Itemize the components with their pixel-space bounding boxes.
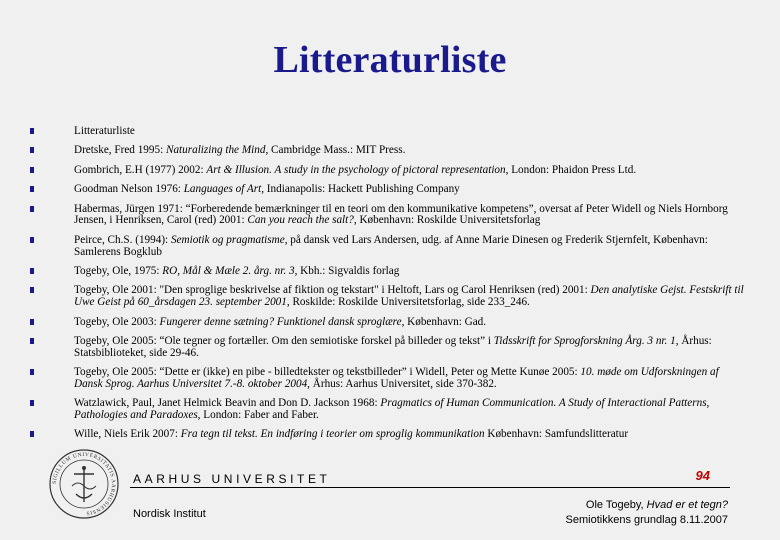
reference-title: RO, Mål & Mæle 2. årg. nr. 3 [162, 264, 295, 277]
reference-title: Den analytiske Gejst. Festskrift til Uwe Geist på 60_årsdagen 23. september 2001 [74, 284, 744, 309]
reference-text: Litteraturliste [74, 125, 135, 137]
reference-text: Gombrich, E.H (1977) 2002: [74, 163, 207, 176]
reference-title: Semiotik og pragmatisme [170, 233, 285, 246]
reference-text: , Cambridge Mass.: MIT Press. [265, 144, 406, 157]
reference-item [30, 285, 745, 309]
reference-title: Fra tegn til tekst. En indføring i teorier om sproglig kommunikation [180, 428, 485, 441]
footer-divider [130, 487, 730, 488]
reference-text: , København: Roskilde Universitetsforlag [353, 214, 541, 227]
reference-text: København: Samfundslitteratur [484, 428, 629, 441]
reference-text: , London: Phaidon Press Ltd. [505, 163, 637, 176]
page-number: 94 [695, 468, 710, 483]
svg-text:SIGILLUM UNIVERSITATIS AARHUSI: SIGILLUM UNIVERSITATIS AARHUSIENSIS [51, 451, 117, 516]
reference-text: , Århus: Aarhus Universitet, side 370-382. [307, 377, 497, 390]
bullet-icon [30, 431, 36, 438]
reference-title: Languages of Art [183, 183, 262, 196]
reference-item [30, 145, 745, 157]
reference-item [30, 235, 745, 259]
bullet-icon [30, 287, 36, 294]
reference-item [30, 165, 745, 177]
reference-item [30, 336, 745, 360]
reference-text: Peirce, Ch.S. (1994): [74, 233, 171, 246]
reference-text: Togeby, Ole 2001: "Den sproglige beskrivelse af fiktion og tekstart" i Heltoft, Lars og Carol Henriksen (red) 2001: [74, 284, 591, 297]
reference-text: , på dansk ved Lars Andersen, udg. af Anne Marie Dinesen og Frederik Stjernfelt, København: Samlerens Bogklub [74, 233, 708, 258]
university-seal-logo [48, 448, 120, 520]
bullet-icon [30, 206, 36, 213]
reference-text: Dretske, Fred 1995: [74, 144, 166, 157]
reference-item [30, 184, 745, 196]
bullet-icon [30, 400, 36, 407]
reference-item [30, 126, 745, 138]
reference-title: Naturalizing the Mind [165, 144, 266, 157]
reference-text: , London: Faber and Faber. [197, 409, 319, 422]
bullet-icon [30, 319, 36, 326]
author-name: Ole Togeby, [585, 499, 647, 511]
bullet-icon [30, 128, 36, 135]
author-line [468, 498, 728, 513]
reference-item [30, 204, 745, 228]
reference-text: Togeby, Ole 2003: [74, 315, 160, 328]
bullet-icon [30, 167, 36, 174]
university-name: AARHUS UNIVERSITET [133, 472, 331, 486]
reference-text: , Kbh.: Sigvaldis forlag [294, 264, 400, 277]
bullet-icon [30, 268, 36, 275]
reference-text: Watzlawick, Paul, Janet Helmick Beavin and Don D. Jackson 1968: [74, 397, 381, 410]
reference-text: , København: Gad. [401, 315, 487, 328]
reference-text: Togeby, Ole 2005: “Dette er (ikke) en pibe - billedtekster og tekstbilleder” i Widell, Peter og Mette Kunøe 2005: [74, 366, 581, 379]
reference-item [30, 429, 745, 441]
reference-title: Pragmatics of Human Communication. A Study of Interactional Patterns, Pathologies and Paradoxes [74, 397, 710, 422]
footer-byline [468, 498, 728, 528]
reference-text: , Indianapolis: Hackett Publishing Company [261, 183, 460, 196]
reference-text: Wille, Niels Erik 2007: [74, 428, 181, 441]
bullet-icon [30, 186, 36, 193]
reference-item [30, 398, 745, 422]
reference-title: Fungerer denne sætning? Funktionel dansk sproglære [159, 315, 402, 328]
reference-title: Tidsskrift for Sprogforskning Årg. 3 nr. 1 [493, 334, 676, 347]
reference-title: 10. møde om Udforskningen af Dansk Sprog. Aarhus Universitet 7.-8. oktober 2004 [74, 366, 719, 390]
talk-subtitle: Semiotikkens grundlag 8.11.2007 [565, 514, 728, 526]
reference-text: , Roskilde: Roskilde Universitetsforlag, side 233_246. [286, 296, 530, 309]
reference-text: Habermas, Jürgen 1971: “Forberedende bemærkninger til en teori om den kommunikative kompetens”, oversat af Peter Widell og Niels Hornborg Jensen, i Henriksen, Carol (red) 2001: [74, 202, 728, 227]
institute-name: Nordisk Institut [133, 508, 206, 520]
bullet-icon [30, 147, 36, 154]
reference-text: Togeby, Ole 2005: “Ole tegner og fortæller. Om den semiotiske forskel på billeder og tekst” i [74, 334, 494, 347]
talk-title: Hvad er et tegn? [646, 499, 728, 511]
reference-text: Goodman Nelson 1976: [74, 183, 184, 196]
reference-item [30, 266, 745, 278]
reference-title: Art & Illusion. A study in the psychology of pictoral representation [206, 163, 506, 176]
reference-text: Togeby, Ole, 1975: [74, 264, 163, 277]
reference-text: , Århus: Statsbiblioteket, side 29-46. [74, 334, 712, 359]
reference-item [30, 317, 745, 329]
bullet-icon [30, 237, 36, 244]
page-title: Litteraturliste [273, 39, 507, 81]
reference-list [30, 126, 745, 449]
bullet-icon [30, 369, 36, 376]
reference-title: Can you reach the salt? [247, 214, 354, 227]
bullet-icon [30, 338, 36, 345]
reference-item [30, 367, 745, 391]
